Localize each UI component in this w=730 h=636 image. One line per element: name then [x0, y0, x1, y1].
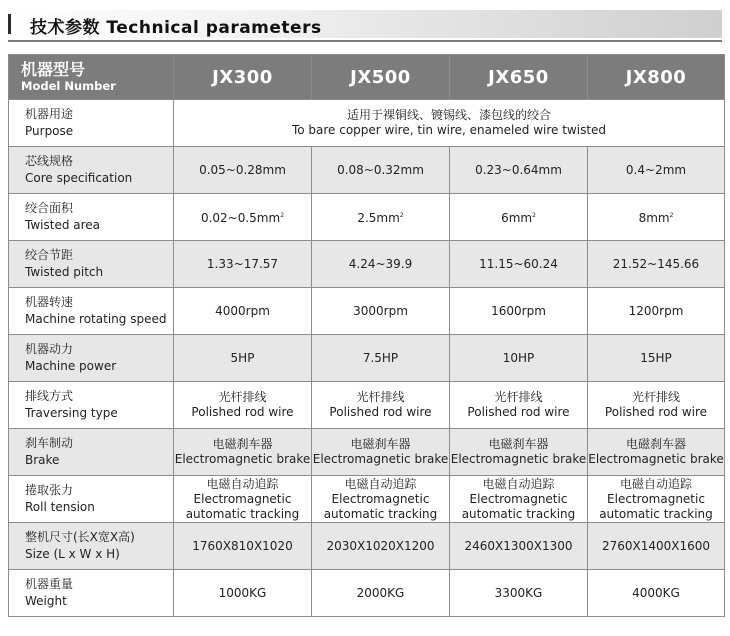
- table-row-machine-power: [9, 335, 725, 382]
- area-value: 0.02~0.5mm: [200, 211, 281, 225]
- table-cell: 2000KG: [312, 570, 450, 617]
- table-cell: [450, 476, 588, 523]
- cell-text-en: Electromagnetic brake: [174, 452, 311, 466]
- title-divider: [8, 40, 722, 42]
- table-cell: 2460X1300X1300: [450, 523, 588, 570]
- cell-text-cn: 电磁自动追踪: [206, 476, 279, 491]
- table-row-roll-tension: [9, 476, 725, 523]
- cell-text-en: automatic tracking: [323, 506, 438, 521]
- table-cell: 3000rpm: [312, 288, 450, 335]
- table-cell: 21.52~145.66: [588, 241, 725, 288]
- cell-text-en: Electromagnetic brake: [450, 452, 587, 466]
- table-row-brake: [9, 429, 725, 476]
- row-label: [9, 147, 174, 194]
- table-cell: [450, 429, 588, 476]
- cell-text-cn: 电磁刹车器: [212, 437, 273, 451]
- model-number-header: [9, 55, 174, 100]
- table-row-rotating-speed: [9, 288, 725, 335]
- table-cell: [174, 382, 312, 429]
- model-header-jx500: JX500: [312, 55, 450, 100]
- section-title-bar: [8, 10, 722, 38]
- table-cell: 0.4~2mm: [588, 147, 725, 194]
- row-label: [9, 382, 174, 429]
- superscript: 2: [280, 212, 285, 219]
- table-cell: 4.24~39.9: [312, 241, 450, 288]
- table-row-twisted-area: [9, 194, 725, 241]
- row-label-en: Machine power: [25, 359, 117, 373]
- table-row-core-spec: [9, 147, 725, 194]
- table-cell: [312, 476, 450, 523]
- row-label-en: Machine rotating speed: [25, 312, 167, 326]
- model-number-label-en: Model Number: [21, 79, 116, 93]
- section-title: 技术参数 Technical parameters: [30, 18, 322, 38]
- table-cell: 0.23~0.64mm: [450, 147, 588, 194]
- table-cell: 0.08~0.32mm: [312, 147, 450, 194]
- area-value: 6mm: [501, 211, 533, 225]
- table-cell: 1.33~17.57: [174, 241, 312, 288]
- table-cell: [174, 194, 312, 241]
- table-cell: 10HP: [450, 335, 588, 382]
- table-cell: [588, 194, 725, 241]
- table-cell: 15HP: [588, 335, 725, 382]
- row-label-cn: 机器转速: [25, 295, 74, 309]
- row-label: [9, 241, 174, 288]
- table-cell: [588, 382, 725, 429]
- table-cell: 1600rpm: [450, 288, 588, 335]
- row-label-cn: 机器用途: [25, 107, 74, 121]
- table-cell: 1000KG: [174, 570, 312, 617]
- row-label: [9, 100, 174, 147]
- cell-text-cn: 光杆排线: [494, 390, 543, 404]
- cell-text-cn: 光杆排线: [631, 390, 680, 404]
- row-label-en: Brake: [25, 453, 60, 467]
- table-cell: [174, 476, 312, 523]
- row-label-cn: 芯线规格: [25, 154, 74, 168]
- table-row-purpose: [9, 100, 725, 147]
- cell-text-cn: 电磁刹车器: [488, 437, 549, 451]
- cell-text-en: Electromagnetic: [331, 491, 430, 506]
- row-label-cn: 刹车制动: [25, 436, 74, 450]
- table-cell: 3300KG: [450, 570, 588, 617]
- area-value: 8mm: [638, 211, 670, 225]
- table-cell: 7.5HP: [312, 335, 450, 382]
- cell-text-en: Electromagnetic: [193, 491, 292, 506]
- cell-text-en: Electromagnetic brake: [312, 452, 449, 466]
- table-row-twisted-pitch: [9, 241, 725, 288]
- cell-text-cn: 电磁自动追踪: [619, 476, 692, 491]
- row-label-cn: 捲取张力: [25, 483, 74, 497]
- row-label-en: Traversing type: [25, 406, 118, 420]
- row-label-en: Core specification: [25, 171, 133, 185]
- purpose-value-en: To bare copper wire, tin wire, enameled wire twisted: [291, 123, 607, 137]
- table-cell: [450, 194, 588, 241]
- cell-text-cn: 光杆排线: [356, 390, 405, 404]
- row-label-cn: 排线方式: [25, 389, 74, 403]
- cell-text-en: Polished rod wire: [467, 405, 570, 419]
- table-cell: [312, 429, 450, 476]
- cell-text-cn: 电磁自动追踪: [482, 476, 555, 491]
- table-cell: 1760X810X1020: [174, 523, 312, 570]
- cell-text-en: Polished rod wire: [329, 405, 432, 419]
- cell-text-cn: 电磁刹车器: [625, 437, 686, 451]
- area-value: 2.5mm: [357, 211, 400, 225]
- purpose-value: [174, 100, 725, 147]
- row-label: [9, 429, 174, 476]
- superscript: 2: [399, 212, 404, 219]
- cell-text-en: Polished rod wire: [604, 405, 708, 419]
- table-cell: 1200rpm: [588, 288, 725, 335]
- table-cell: [450, 382, 588, 429]
- cell-text-en: automatic tracking: [599, 506, 713, 521]
- table-cell: 2030X1020X1200: [312, 523, 450, 570]
- cell-text-en: Polished rod wire: [191, 405, 294, 419]
- table-row-size: [9, 523, 725, 570]
- table-cell: [174, 429, 312, 476]
- row-label-cn: 整机尺寸(长X宽X高): [25, 530, 135, 544]
- table-cell: 2760X1400X1600: [588, 523, 725, 570]
- model-number-label-cn: 机器型号: [21, 60, 86, 79]
- superscript: 2: [532, 212, 536, 219]
- row-label: [9, 194, 174, 241]
- purpose-value-cn: 适用于裸铜线、镀锡线、漆包线的绞合: [346, 108, 551, 122]
- row-label-en: Purpose: [25, 124, 74, 138]
- table-cell: [588, 476, 725, 523]
- cell-text-en: Electromagnetic: [469, 491, 568, 506]
- row-label: [9, 570, 174, 617]
- row-label-cn: 绞合面积: [25, 201, 74, 215]
- cell-text-cn: 电磁刹车器: [350, 437, 411, 451]
- row-label-cn: 绞合节距: [25, 248, 74, 262]
- superscript: 2: [669, 212, 674, 219]
- row-label: [9, 288, 174, 335]
- row-label-en: Size (L x W x H): [25, 547, 120, 561]
- table-row-traversing-type: [9, 382, 725, 429]
- cell-text-en: Electromagnetic: [607, 491, 705, 506]
- technical-parameters-table: [8, 54, 725, 617]
- table-cell: [588, 429, 725, 476]
- table-cell: [312, 382, 450, 429]
- table-cell: [312, 194, 450, 241]
- row-label-en: Roll tension: [25, 500, 95, 514]
- row-label: [9, 523, 174, 570]
- model-header-jx300: JX300: [174, 55, 312, 100]
- cell-text-cn: 光杆排线: [218, 390, 267, 404]
- table-cell: 0.05~0.28mm: [174, 147, 312, 194]
- table-cell: 5HP: [174, 335, 312, 382]
- row-label-en: Twisted area: [25, 218, 101, 232]
- cell-text-en: automatic tracking: [185, 506, 300, 521]
- table-row-weight: [9, 570, 725, 617]
- row-label: [9, 476, 174, 523]
- cell-text-cn: 电磁自动追踪: [344, 476, 417, 491]
- table-cell: 4000rpm: [174, 288, 312, 335]
- row-label: [9, 335, 174, 382]
- table-cell: 11.15~60.24: [450, 241, 588, 288]
- table-cell: 4000KG: [588, 570, 725, 617]
- table-header-row: [9, 55, 725, 100]
- row-label-en: Twisted pitch: [25, 265, 104, 279]
- model-header-jx800: JX800: [588, 55, 725, 100]
- row-label-cn: 机器动力: [25, 342, 74, 356]
- row-label-cn: 机器重量: [25, 577, 74, 591]
- model-header-jx650: JX650: [450, 55, 588, 100]
- cell-text-en: Electromagnetic brake: [588, 452, 724, 466]
- cell-text-en: automatic tracking: [461, 506, 576, 521]
- row-label-en: Weight: [25, 594, 67, 608]
